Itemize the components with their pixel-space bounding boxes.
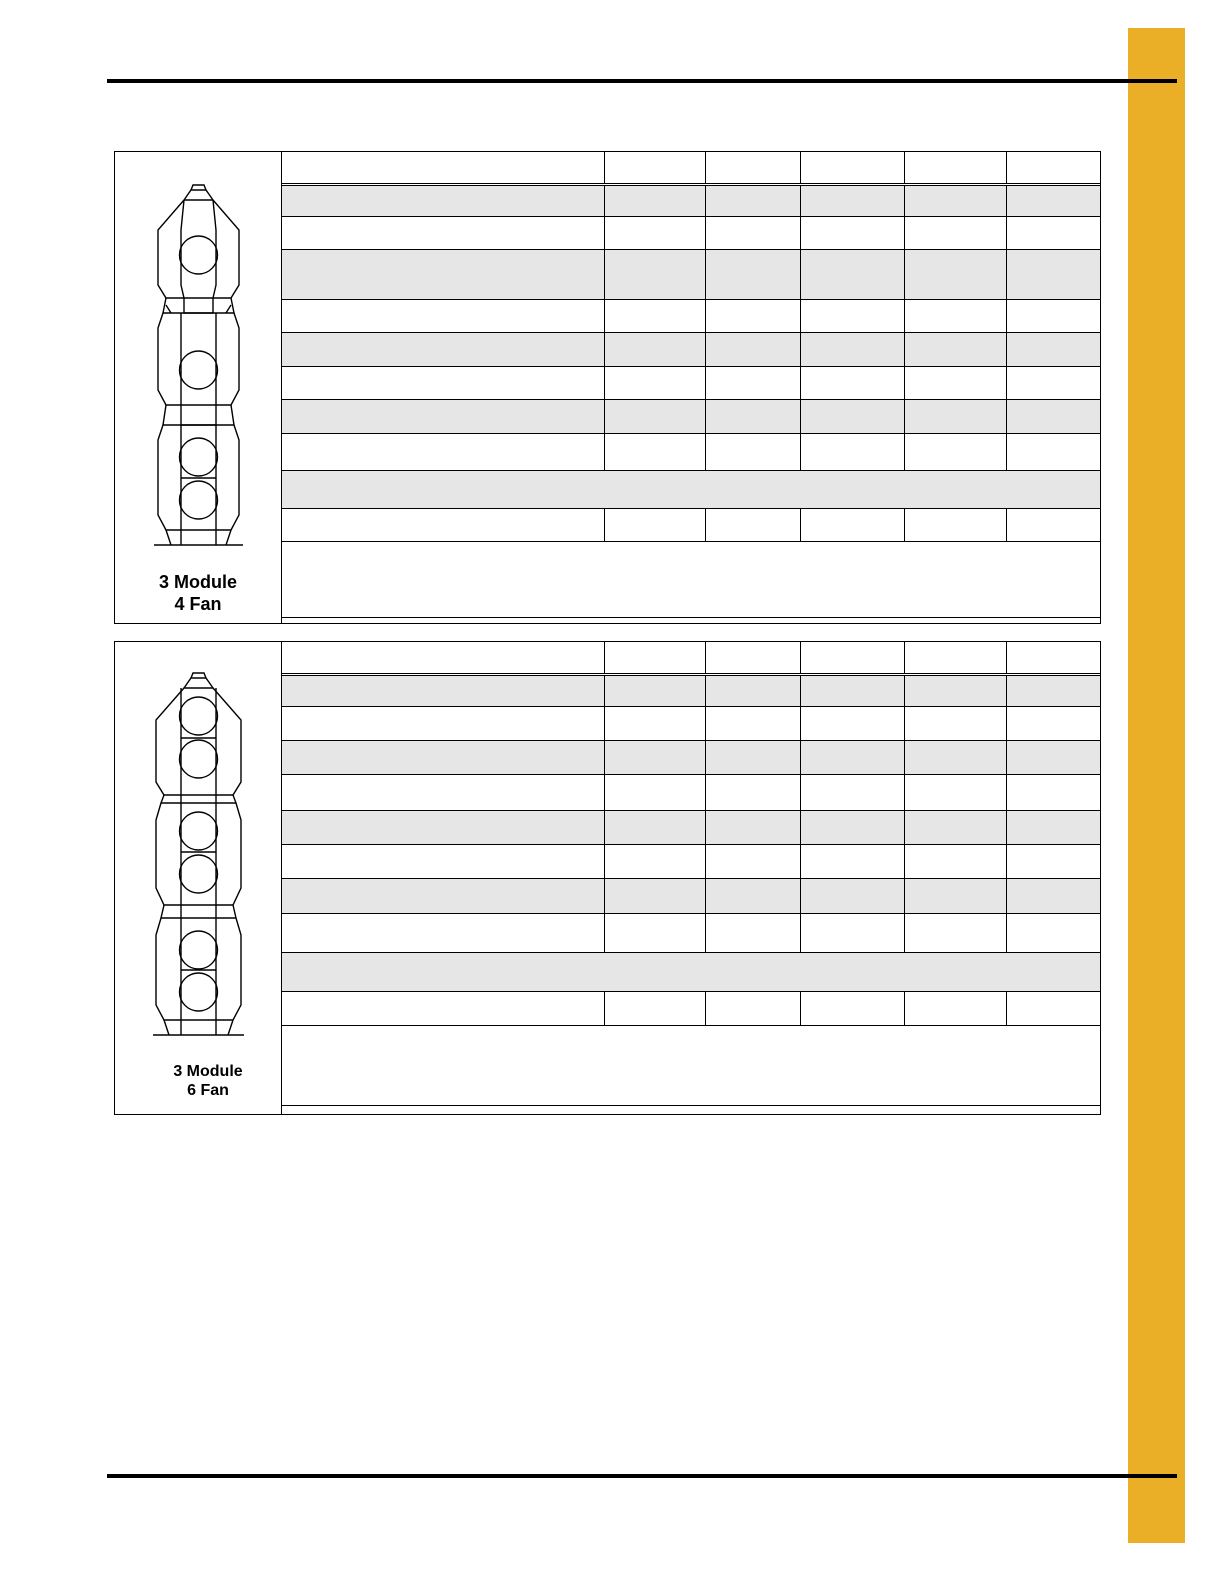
- table-header-row: [282, 152, 1100, 185]
- footer-rule: [107, 1474, 1177, 1478]
- table-row: [282, 992, 1100, 1026]
- spec-table-area: [282, 642, 1100, 1114]
- table-row: [282, 775, 1100, 811]
- table-row: [282, 741, 1100, 775]
- caption-fan: 6 Fan: [187, 1082, 229, 1100]
- caption-fan: 4 Fan: [174, 593, 222, 614]
- table-row: [282, 845, 1100, 879]
- figure-caption: [125, 1062, 291, 1100]
- spec-table: [282, 152, 1100, 618]
- figure-caption: [115, 572, 281, 615]
- spec-table: [282, 642, 1100, 1106]
- notes-row: [282, 1026, 1100, 1106]
- dryer-6-fan-drawing: [151, 660, 246, 1040]
- table-row: [282, 434, 1100, 471]
- table-row: [282, 707, 1100, 741]
- table-header-row: [282, 642, 1100, 675]
- header-rule: [107, 79, 1177, 83]
- spec-block-3-module-4-fan: [114, 151, 1101, 624]
- figure-cell: [115, 642, 282, 1114]
- caption-module: 3 Module: [173, 1063, 243, 1080]
- caption-module: 3 Module: [158, 572, 237, 592]
- table-section-row: [282, 471, 1100, 509]
- figure-cell: [115, 152, 282, 623]
- table-row: [282, 675, 1100, 707]
- table-row: [282, 250, 1100, 300]
- table-row: [282, 185, 1100, 217]
- table-row: [282, 333, 1100, 367]
- spec-table-area: [282, 152, 1100, 623]
- table-row: [282, 217, 1100, 250]
- dryer-4-fan-drawing: [151, 170, 246, 550]
- table-row: [282, 879, 1100, 914]
- table-row: [282, 400, 1100, 434]
- table-row: [282, 300, 1100, 333]
- notes-row: [282, 542, 1100, 618]
- table-row: [282, 509, 1100, 542]
- table-section-row: [282, 953, 1100, 992]
- side-tab-bar: [1128, 28, 1185, 1543]
- table-row: [282, 914, 1100, 953]
- spec-block-3-module-6-fan: [114, 641, 1101, 1115]
- table-row: [282, 811, 1100, 845]
- table-row: [282, 367, 1100, 400]
